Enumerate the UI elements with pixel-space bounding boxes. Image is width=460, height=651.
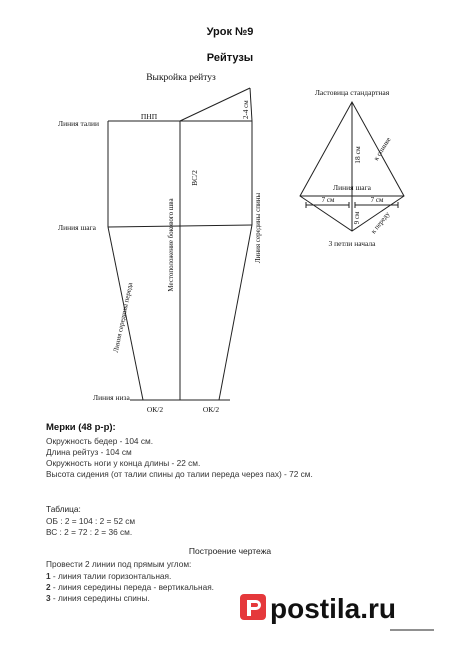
- measurement-item: Окружность ноги у конца длины - 22 см.: [46, 458, 201, 468]
- table-item: ОБ : 2 = 104 : 2 = 52 см: [46, 516, 136, 526]
- pnp-label: ПНП: [140, 112, 158, 121]
- step-text: - линия талии горизонтальная.: [50, 571, 172, 581]
- gusset-left-width: 7 см: [321, 196, 335, 204]
- underline-mark: [388, 622, 438, 634]
- side-seam-label: Местоположение бокового шва: [167, 198, 175, 292]
- gusset-start-loops: 3 петли начала: [328, 239, 376, 248]
- gusset-crotch-label: Линия шага: [333, 183, 371, 192]
- gusset-title: Ластовица стандартная: [314, 88, 390, 97]
- step-text: - линия середины спины.: [50, 593, 150, 603]
- gusset-bottom-height: 9 см: [353, 211, 361, 225]
- gusset-to-back-label: к спинке: [372, 135, 393, 163]
- bottom-line-label: Линия низа: [93, 393, 130, 402]
- waist-line-label: Линия талии: [58, 119, 99, 128]
- gusset-to-front-label: к переду: [369, 210, 392, 236]
- gusset-height-label: 18 см: [353, 146, 362, 164]
- front-center-label: Линия середины переда: [111, 281, 135, 354]
- pattern-diagram: [0, 60, 460, 420]
- gusset-right-width: 7 см: [370, 196, 384, 204]
- vs2-label: ВС/2: [190, 170, 199, 186]
- step-number: 1: [46, 571, 51, 581]
- step-number: 3: [46, 593, 51, 603]
- construction-steps: [46, 571, 214, 604]
- construction-step: [46, 593, 214, 604]
- measurement-item: Длина рейтуз - 104 см: [46, 447, 132, 457]
- table-title: Таблица:: [46, 504, 81, 514]
- construction-intro: Провести 2 линии под прямым углом:: [46, 559, 192, 569]
- lesson-number: Урок №9: [206, 26, 254, 38]
- measurement-item: Высота сидения (от талии спины до талии переда через пах) - 72 см.: [46, 469, 313, 479]
- back-center-label: Линия середины спины: [254, 192, 262, 264]
- crotch-line-label: Линия шага: [58, 223, 96, 232]
- construction-step: [46, 582, 214, 593]
- measurement-item: Окружность бедер - 104 см.: [46, 436, 154, 446]
- construction-step: [46, 571, 214, 582]
- measurements-title: Мерки (48 р-р):: [46, 422, 116, 433]
- pattern-title: Выкройка рейтуз: [146, 73, 216, 83]
- vertical-label: 2-4 см: [242, 100, 250, 119]
- svg-text:postila.ru: postila.ru: [270, 593, 397, 624]
- construction-title: Построение чертежа: [188, 546, 272, 556]
- step-number: 2: [46, 582, 51, 592]
- measurements-list: [46, 436, 313, 480]
- ok2-right-label: ОК/2: [202, 405, 220, 414]
- table-item: ВС : 2 = 72 : 2 = 36 см.: [46, 527, 133, 537]
- page-title: Рейтузы: [206, 52, 254, 64]
- step-text: - линия середины переда - вертикальная.: [50, 582, 214, 592]
- ok2-left-label: ОК/2: [146, 405, 164, 414]
- table-list: [46, 516, 135, 538]
